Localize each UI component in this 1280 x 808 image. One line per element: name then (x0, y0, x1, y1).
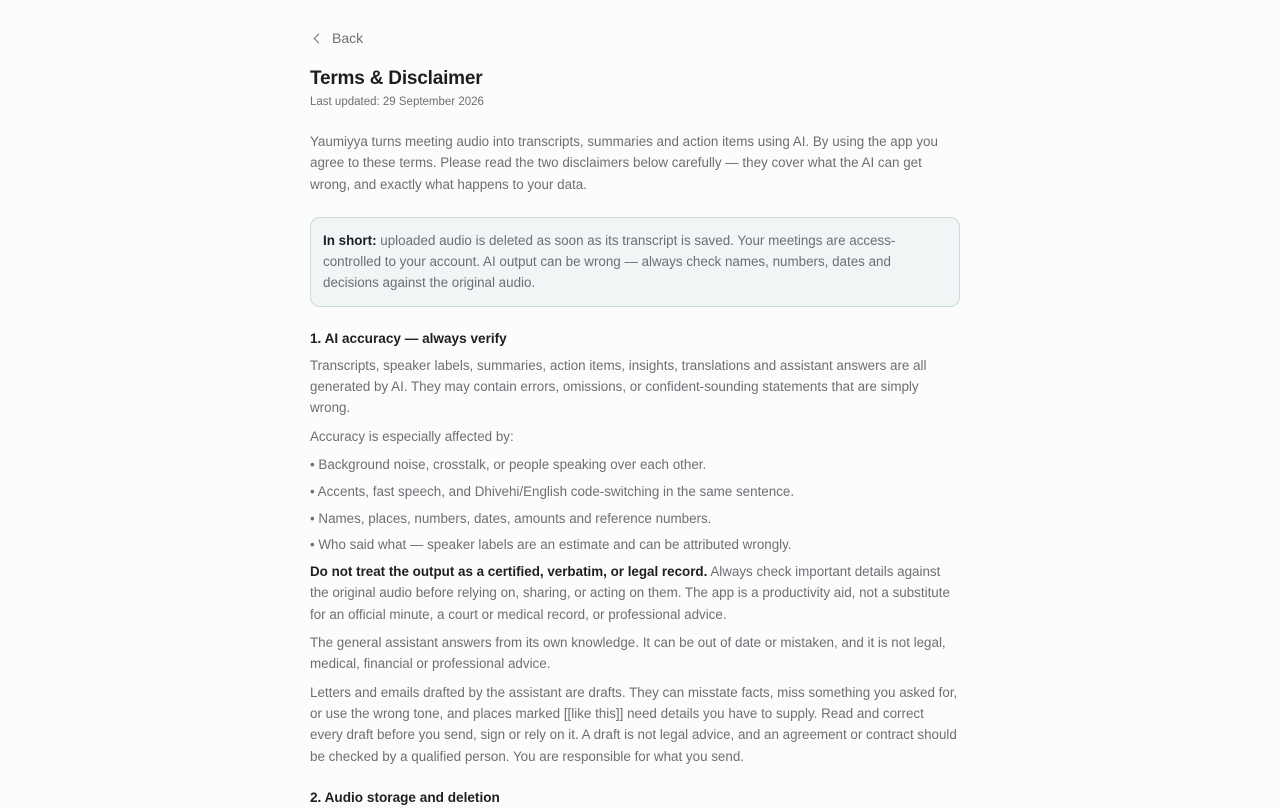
list-item: • Who said what — speaker labels are an estimate and can be attributed wrongly. (310, 537, 792, 553)
intro-paragraph: Yaumiyya turns meeting audio into transcripts, summaries and action items using AI. By using the app you agree to these terms. Please read the two disclaimers below carefully — they cover what the AI can get wrong, and exactly what happens to your data. (310, 134, 938, 192)
verification-warning: Do not treat the output as a certified, verbatim, or legal record. (310, 564, 708, 580)
section-1-paragraph-5: Letters and emails drafted by the assistant are drafts. They can misstate facts, miss something you asked for, or use the wrong tone, and places marked [[like this]] need details you have to supply. Read and correct every draft before you send, sign or rely on it. A draft is not legal advice, and an agreement or contract should be checked by a qualified person. You are responsible for what you send. (310, 684, 958, 764)
back-button[interactable] (312, 28, 363, 48)
page-title: Terms & Disclaimer (310, 68, 483, 89)
accuracy-factors-list (310, 454, 960, 555)
terms-content (310, 131, 960, 808)
section-1-paragraph-3 (310, 561, 960, 625)
section-1-heading: 1. AI accuracy — always verify (310, 330, 507, 346)
section-1-paragraph-1: Transcripts, speaker labels, summaries, action items, insights, translations and assistant answers are all generated by AI. They may contain errors, omissions, or confident-sounding statements that are simply wrong. (310, 357, 927, 416)
section-1-paragraph-4: The general assistant answers from its own knowledge. It can be out of date or mistaken, and it is not legal, medical, financial or professional advice. (310, 635, 946, 672)
chevron-left-icon (314, 33, 324, 43)
list-item: • Accents, fast speech, and Dhivehi/English code-switching in the same sentence. (310, 483, 795, 499)
callout-text (323, 230, 947, 294)
callout-lead: In short: (323, 232, 377, 248)
last-updated: Last updated: 29 September 2026 (310, 96, 484, 108)
section-2-heading: 2. Audio storage and deletion (310, 789, 500, 805)
verification-text: Always check important details against the original audio before relying on, sharing, or acting on them. The app is a productivity aid, not a substitute for an official minute, a court or medical record, or professional advice. (310, 564, 950, 622)
section-1-paragraph-2: Accuracy is especially affected by: (310, 428, 514, 444)
list-item: • Background noise, crosstalk, or people speaking over each other. (310, 456, 707, 472)
summary-callout (310, 217, 960, 307)
back-label: Back (332, 30, 364, 46)
callout-body: uploaded audio is deleted as soon as its transcript is saved. Your meetings are access-controlled to your account. AI output can be wrong — always check names, numbers, dates and decisions against the original audio. (323, 232, 896, 291)
list-item: • Names, places, numbers, dates, amounts and reference numbers. (310, 510, 712, 526)
